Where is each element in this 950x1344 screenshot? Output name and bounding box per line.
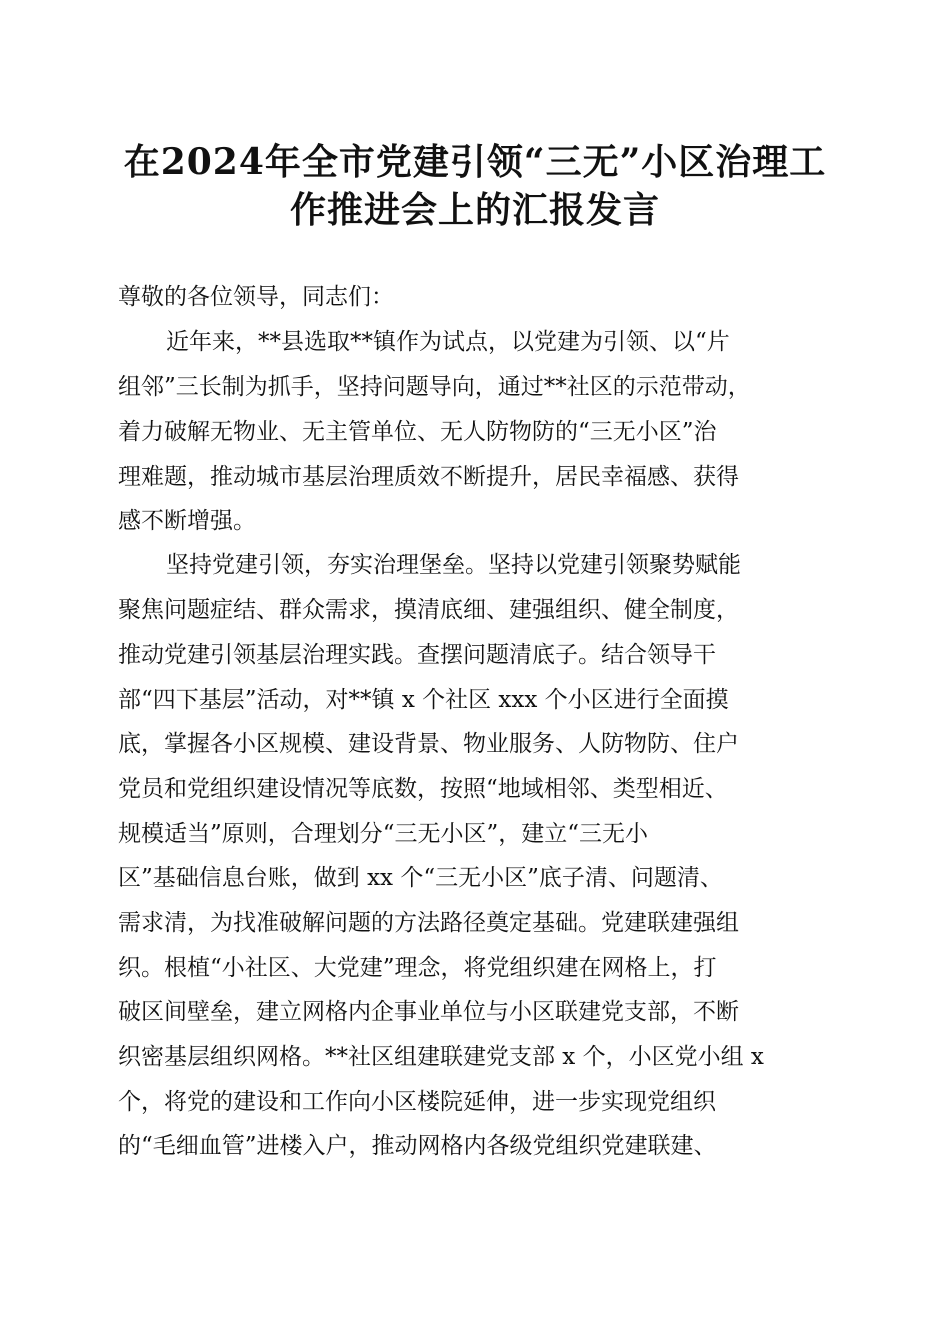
paragraph-line: 推动党建引领基层治理实践。查摆问题清底子。结合领导干: [118, 642, 716, 668]
paragraph-line: 党员和党组织建设情况等底数，按照“地域相邻、类型相近、: [118, 776, 728, 802]
paragraph-line: 着力破解无物业、无主管单位、无人防物防的“三无小区”治: [118, 419, 717, 445]
paragraph-line: 织。根植“小社区、大党建”理念，将党组织建在网格上，打: [118, 955, 717, 981]
paragraph-line: 破区间壁垒，建立网格内企事业单位与小区联建党支部，不断: [118, 999, 739, 1025]
paragraph-line: 组邻”三长制为抓手，坚持问题导向，通过**社区的示范带动，: [118, 374, 751, 400]
paragraph-line: 聚焦问题症结、群众需求，摸清底细、建强组织、健全制度，: [118, 597, 739, 623]
paragraph-line: 的“毛细血管”进楼入户，推动网格内各级党组织党建联建、: [118, 1133, 717, 1159]
paragraph-line: 区”基础信息台账，做到 xx 个“三无小区”底子清、问题清、: [118, 865, 723, 891]
salutation: 尊敬的各位领导，同志们：: [118, 284, 394, 310]
paragraph-line: 理难题，推动城市基层治理质效不断提升，居民幸福感、获得: [118, 464, 739, 490]
paragraph-line: 规模适当”原则，合理划分“三无小区”，建立“三无小: [118, 821, 649, 847]
title-line-1: 在2024年全市党建引领“三无”小区治理工: [123, 141, 827, 183]
paragraph-line: 坚持党建引领，夯实治理堡垒。坚持以党建引领聚势赋能: [166, 552, 741, 578]
paragraph-line: 部“四下基层”活动，对**镇 x 个社区 xxx 个小区进行全面摸: [118, 687, 729, 713]
paragraph-line: 织密基层组织网格。**社区组建联建党支部 x 个，小区党小组 x: [118, 1044, 764, 1070]
paragraph-line: 近年来，**县选取**镇作为试点，以党建为引领、以“片: [166, 329, 730, 355]
paragraph-line: 个，将党的建设和工作向小区楼院延伸，进一步实现党组织: [118, 1089, 716, 1115]
title-line-2: 作推进会上的汇报发言: [289, 189, 660, 231]
paragraph-line: 底，掌握各小区规模、建设背景、物业服务、人防物防、住户: [118, 731, 739, 757]
paragraph-line: 需求清，为找准破解问题的方法路径奠定基础。党建联建强组: [118, 910, 739, 936]
paragraph-line: 感不断增强。: [118, 508, 256, 534]
